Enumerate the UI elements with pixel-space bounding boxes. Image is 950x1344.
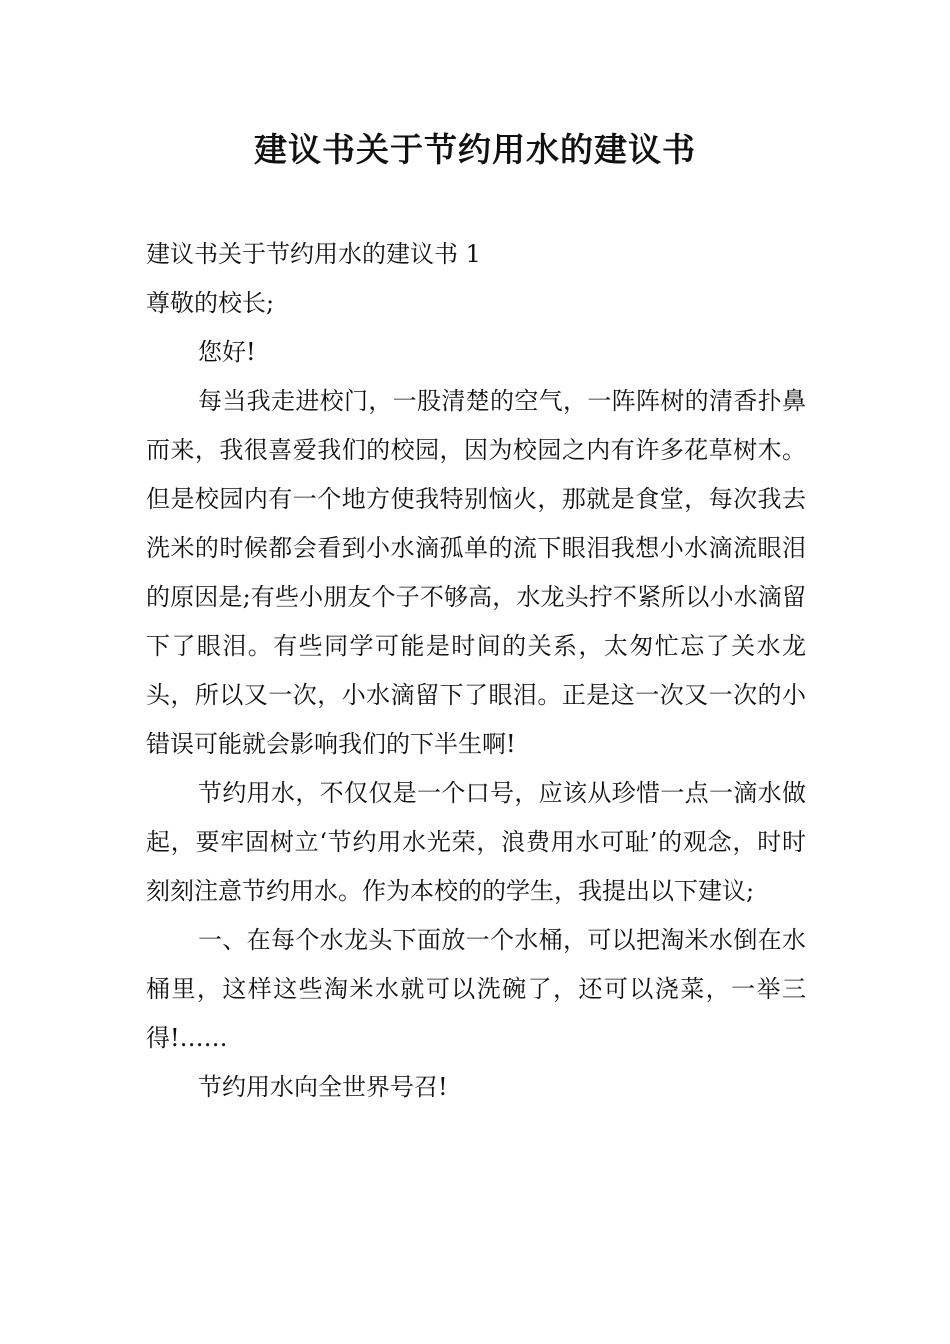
paragraph-2: 节约用水，不仅仅是一个口号，应该从珍惜一点一滴水做起，要牢固树立‘节约用水光荣，浪费用水可耻’的观念，时时刻刻注意节约用水。作为本校的的学生，我提出以下建议; — [146, 779, 806, 905]
paragraph-4: 节约用水向全世界号召! — [198, 1073, 448, 1101]
document-title: 建议书关于节约用水的建议书 — [254, 130, 696, 169]
salutation: 尊敬的校长; — [146, 289, 275, 317]
paragraph-1: 每当我走进校门，一股清楚的空气，一阵阵树的清香扑鼻而来，我很喜爱我们的校园，因为校园之内有许多花草树木。但是校园内有一个地方使我特别恼火，那就是食堂，每次我去洗米的时候都会看到小水滴孤单的流下眼泪我想小水滴流眼泪的原因是;有些小朋友个子不够高，水龙头拧不紧所以小水滴留下了眼泪。有些同学可能是时间的关系，太匆忙忘了关水龙头，所以又一次，小水滴留下了眼泪。正是这一次又一次的小错误可能就会影响我们的下半生啊! — [146, 387, 806, 758]
document-subtitle: 建议书关于节约用水的建议书 1 — [146, 240, 481, 268]
greeting: 您好! — [198, 338, 256, 366]
paragraph-3: 一、在每个水龙头下面放一个水桶，可以把淘米水倒在水桶里，这样这些淘米水就可以洗碗了，还可以浇菜，一举三得!…… — [146, 926, 806, 1052]
document-body — [146, 230, 806, 1112]
